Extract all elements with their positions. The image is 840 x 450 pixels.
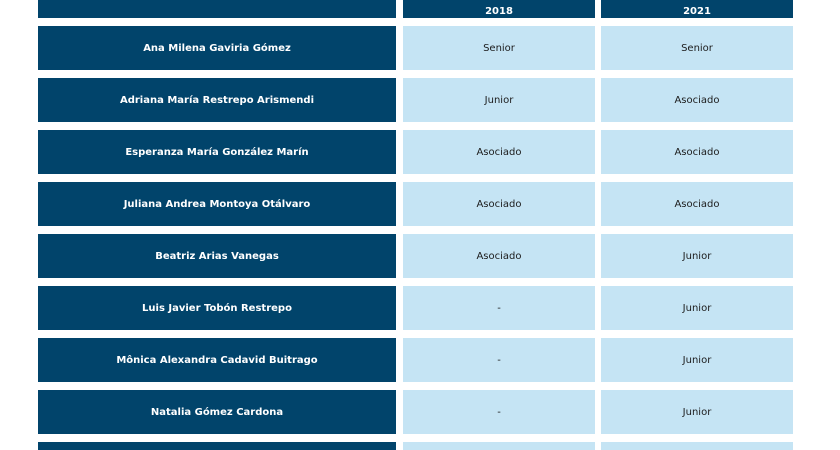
researcher-name-cell: Ana Milena Gaviria Gómez <box>38 26 396 70</box>
category-2018-cell <box>403 442 595 450</box>
table-row <box>0 390 840 434</box>
researcher-name-cell: Beatriz Arias Vanegas <box>38 234 396 278</box>
table-row <box>0 78 840 122</box>
researcher-name-cell: Adriana María Restrepo Arismendi <box>38 78 396 122</box>
category-2018-cell: - <box>403 390 595 434</box>
category-2018-cell: - <box>403 338 595 382</box>
table-row <box>0 182 840 226</box>
category-2021-cell: Asociado <box>601 182 793 226</box>
researcher-name-cell: Mônica Alexandra Cadavid Buitrago <box>38 338 396 382</box>
category-2018-cell: Asociado <box>403 182 595 226</box>
researcher-name-cell: Luis Javier Tobón Restrepo <box>38 286 396 330</box>
header-name-cell <box>38 0 396 18</box>
researcher-name-cell: Juliana Andrea Montoya Otálvaro <box>38 182 396 226</box>
category-2021-cell: Junior <box>601 390 793 434</box>
table-row <box>0 26 840 70</box>
header-2021-cell: 2021 <box>601 0 793 18</box>
researcher-name-cell <box>38 442 396 450</box>
category-2018-cell: Asociado <box>403 130 595 174</box>
table-row <box>0 234 840 278</box>
table-row <box>0 338 840 382</box>
researcher-name-cell: Natalia Gómez Cardona <box>38 390 396 434</box>
category-2018-cell: - <box>403 286 595 330</box>
header-2018-cell: 2018 <box>403 0 595 18</box>
category-2021-cell: Junior <box>601 234 793 278</box>
category-2018-cell: Junior <box>403 78 595 122</box>
table-header-row <box>0 0 840 18</box>
researcher-name-cell: Esperanza María González Marín <box>38 130 396 174</box>
category-2021-cell: Senior <box>601 26 793 70</box>
table-row-partial <box>0 442 840 450</box>
category-2021-cell: Junior <box>601 286 793 330</box>
category-2021-cell: Junior <box>601 338 793 382</box>
category-2021-cell: Asociado <box>601 78 793 122</box>
category-2021-cell: Asociado <box>601 130 793 174</box>
table-row <box>0 130 840 174</box>
category-2021-cell <box>601 442 793 450</box>
category-2018-cell: Senior <box>403 26 595 70</box>
category-2018-cell: Asociado <box>403 234 595 278</box>
table-row <box>0 286 840 330</box>
